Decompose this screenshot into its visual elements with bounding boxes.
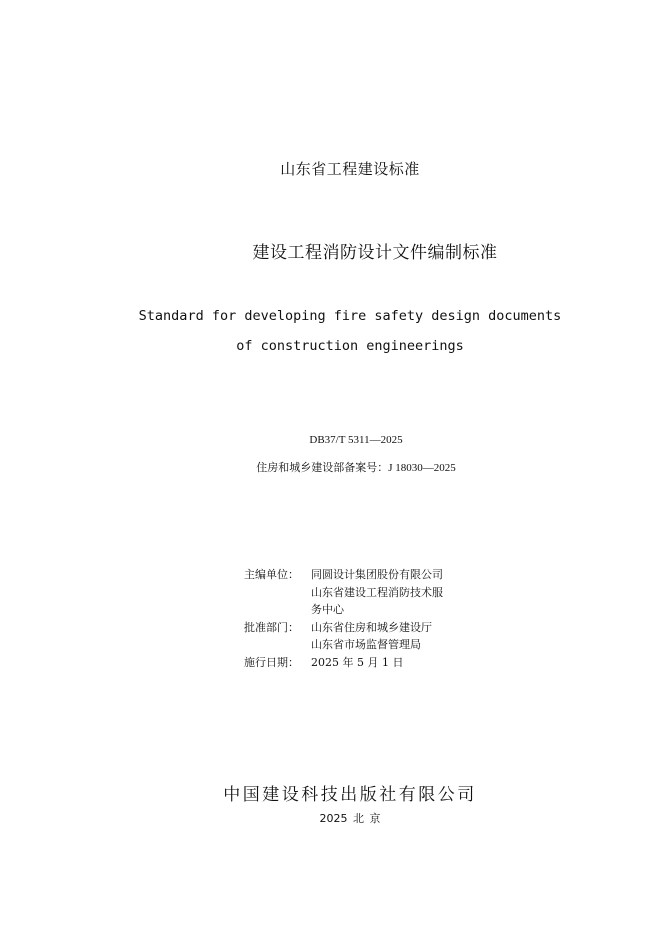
editor-label: 主编单位： bbox=[244, 568, 299, 581]
editor-values bbox=[311, 566, 443, 619]
editor-value-line: 山东省建设工程消防技术服 bbox=[311, 585, 443, 599]
publish-date-place: 2025 北 京 bbox=[319, 812, 381, 825]
editor-value-line: 务中心 bbox=[311, 603, 344, 616]
editor-row bbox=[244, 566, 443, 619]
issuing-info bbox=[244, 566, 443, 671]
effective-date-label: 施行日期： bbox=[244, 655, 299, 669]
publisher-name: 中国建设科技出版社有限公司 bbox=[223, 785, 477, 805]
standard-title-english-line-2: of construction engineerings bbox=[236, 338, 464, 354]
approver-values bbox=[311, 619, 432, 654]
approver-label: 批准部门： bbox=[244, 620, 299, 634]
standard-title-chinese: 建设工程消防设计文件编制标准 bbox=[252, 243, 498, 263]
standard-title-english-line-1: Standard for developing fire safety design documents bbox=[138, 308, 562, 324]
record-number-line bbox=[0, 459, 662, 475]
record-number: J 18030—2025 bbox=[388, 462, 456, 474]
effective-date-value: 2025 年 5 月 1 日 bbox=[311, 655, 404, 669]
standard-number: DB37/T 5311—2025 bbox=[309, 434, 403, 446]
approver-value-line: 山东省住房和城乡建设厅 bbox=[311, 620, 432, 634]
series-title: 山东省工程建设标准 bbox=[280, 160, 420, 178]
effective-date-row bbox=[244, 654, 443, 672]
record-number-label: 住房和城乡建设部备案号： bbox=[256, 461, 389, 474]
approver-value-line: 山东省市场监督管理局 bbox=[311, 638, 421, 651]
editor-value-line: 同圆设计集团股份有限公司 bbox=[311, 568, 443, 581]
approver-row bbox=[244, 619, 443, 654]
